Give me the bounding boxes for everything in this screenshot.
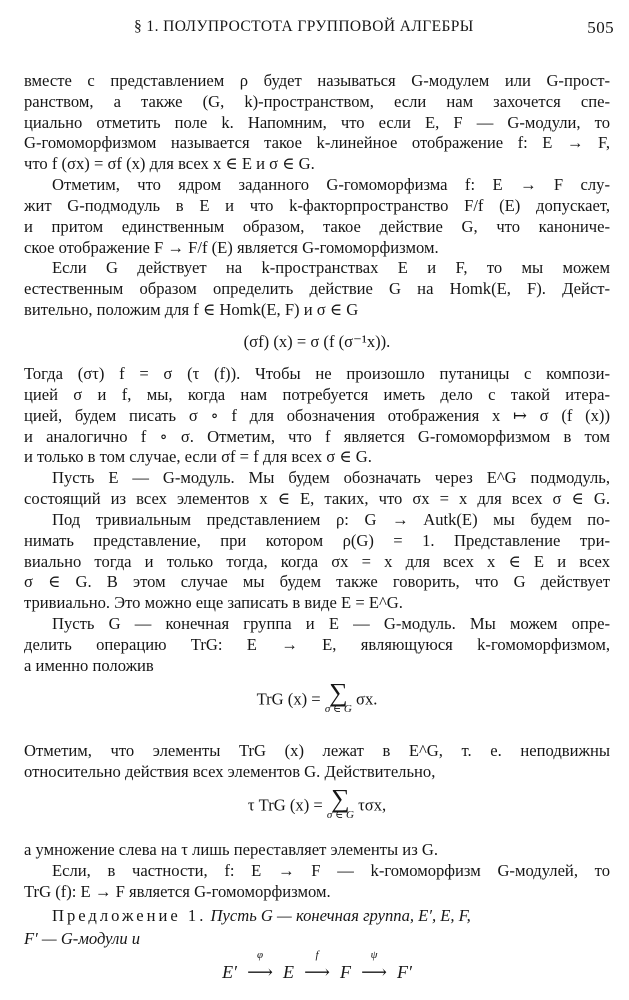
- text-line: Пусть E — G-модуль. Мы будем обозначать через E^G подмодуль,: [52, 468, 610, 488]
- sequence-arrow: φ ⟶: [239, 962, 281, 983]
- proposition-text: Пусть G — конечная группа, E′, E, F,: [210, 906, 471, 925]
- text-line: и притом единственным образом, такое действие G, что канониче-: [24, 216, 610, 236]
- text-line: а именно положив: [24, 655, 154, 675]
- text-line: цией, будем писать σ ∘ f для обозначения отображения x ↦ σ (f (x)): [24, 405, 610, 425]
- proposition-label: Предложение 1.: [52, 906, 207, 925]
- proposition-line: [52, 905, 610, 927]
- page-number: 505: [587, 18, 614, 37]
- header-title: § 1. ПОЛУПРОСТОТА ГРУППОВОЙ АЛГЕБРЫ: [134, 18, 474, 35]
- formula-sigma-f: (σf) (x) = σ (f (σ⁻¹x)).: [243, 331, 391, 351]
- sequence-object: F′: [397, 962, 412, 982]
- text-line: вительно, положим для f ∈ Homk(E, F) и σ ∈ G: [24, 299, 359, 319]
- text-line: тривиально. Это можно еще записать в виде E = E^G.: [24, 593, 403, 613]
- text-line: и аналогично f ∘ σ. Отметим, что f является G-гомоморфизмом в том: [24, 426, 610, 446]
- formula-tau-trace: [24, 784, 610, 823]
- text-line: относительно действия всех элементов G. Действительно,: [24, 761, 436, 781]
- text-line: TrG (f): E → F является G-гомоморфизмом.: [24, 881, 331, 901]
- proposition-line-2: F′ — G-модули и: [24, 929, 141, 948]
- exact-sequence: [24, 949, 610, 983]
- sequence-arrow: f ⟶: [296, 962, 338, 983]
- text-line: что f (σx) = σf (x) для всех x ∈ E и σ ∈ G.: [24, 154, 315, 174]
- formula-tau-lhs: τ TrG (x) =: [247, 795, 323, 815]
- text-line: и только в том случае, если σf = f для всех σ ∈ G.: [24, 447, 372, 467]
- text-line: Отметим, что ядром заданного G-гомоморфизма f: E → F слу-: [52, 175, 610, 195]
- text-line: Под тривиальным представлением ρ: G → Autk(E) мы будем по-: [52, 509, 610, 529]
- text-line: σ ∈ G. В этом случае мы будем также говорить, что G действует: [24, 572, 610, 592]
- text-line: Тогда (στ) f = σ (τ (f)). Чтобы не произошло путаницы с компози-: [24, 364, 610, 384]
- sequence-object: E: [283, 962, 294, 982]
- text-line: а умножение слева на τ лишь переставляет элементы из G.: [24, 840, 439, 860]
- text-line: делить операцию TrG: E → E, являющуюся k-гомоморфизмом,: [24, 634, 610, 654]
- formula-trace: [24, 678, 610, 717]
- text-line: жит G-подмодуль в E и что k-факторпространство F/f (E) допускает,: [24, 195, 610, 215]
- formula-trace-lhs: TrG (x) =: [256, 689, 321, 709]
- sequence-map-label: φ: [256, 949, 264, 961]
- text-line: нимать представление, при котором ρ(G) = 1. Представление три-: [24, 530, 610, 550]
- sequence-map-label: ψ: [370, 949, 378, 961]
- text-line: ское отображение F → F/f (E) является G-гомоморфизмом.: [24, 237, 439, 257]
- text-line: вместе с представлением ρ будет называться G-модулем или G-прост-: [24, 71, 610, 90]
- text-line: Отметим, что элементы TrG (x) лежат в E^G, т. е. неподвижны: [24, 740, 610, 760]
- text-line: виально тогда и только тогда, когда σx = x для всех x ∈ E и всех: [24, 551, 610, 571]
- text-line: Пусть G — конечная группа и E — G-модуль. Мы можем опре-: [52, 614, 610, 633]
- text-line: G-гомоморфизмом называется такое k-линейное отображение f: E → F,: [24, 133, 610, 153]
- text-line: Если, в частности, f: E → F — k-гомоморфизм G-модулей, то: [52, 861, 610, 881]
- sum-symbol: ∑ σ ∈ G: [324, 678, 352, 716]
- sequence-arrow: ψ ⟶: [353, 962, 395, 983]
- sum-symbol: ∑ σ ∈ G: [326, 784, 354, 822]
- sequence-object: E′: [222, 962, 237, 982]
- formula-trace-rhs: σx.: [356, 689, 378, 709]
- sequence-object: F: [340, 962, 351, 982]
- formula-tau-rhs: τσx,: [358, 795, 387, 815]
- text-line: Если G действует на k-пространствах E и F, то мы можем: [52, 258, 610, 278]
- text-line: естественным образом определить действие G на Homk(E, F). Дейст-: [24, 279, 610, 299]
- text-line: цией σ и f, мы, когда нам потребуется иметь дело с такой итера-: [24, 385, 610, 405]
- text-line: состоящий из всех элементов x ∈ E, таких, что σx = x для всех σ ∈ G.: [24, 489, 610, 509]
- text-line: циально отметить поле k. Напомним, что если E, F — G-модули, то: [24, 112, 610, 132]
- sum-subscript: σ ∈ G: [326, 809, 354, 822]
- sequence-map-label: f: [315, 949, 319, 961]
- text-line: ранством, а также (G, k)-пространством, если нам захочется спе-: [24, 91, 610, 111]
- sum-subscript: σ ∈ G: [324, 703, 352, 716]
